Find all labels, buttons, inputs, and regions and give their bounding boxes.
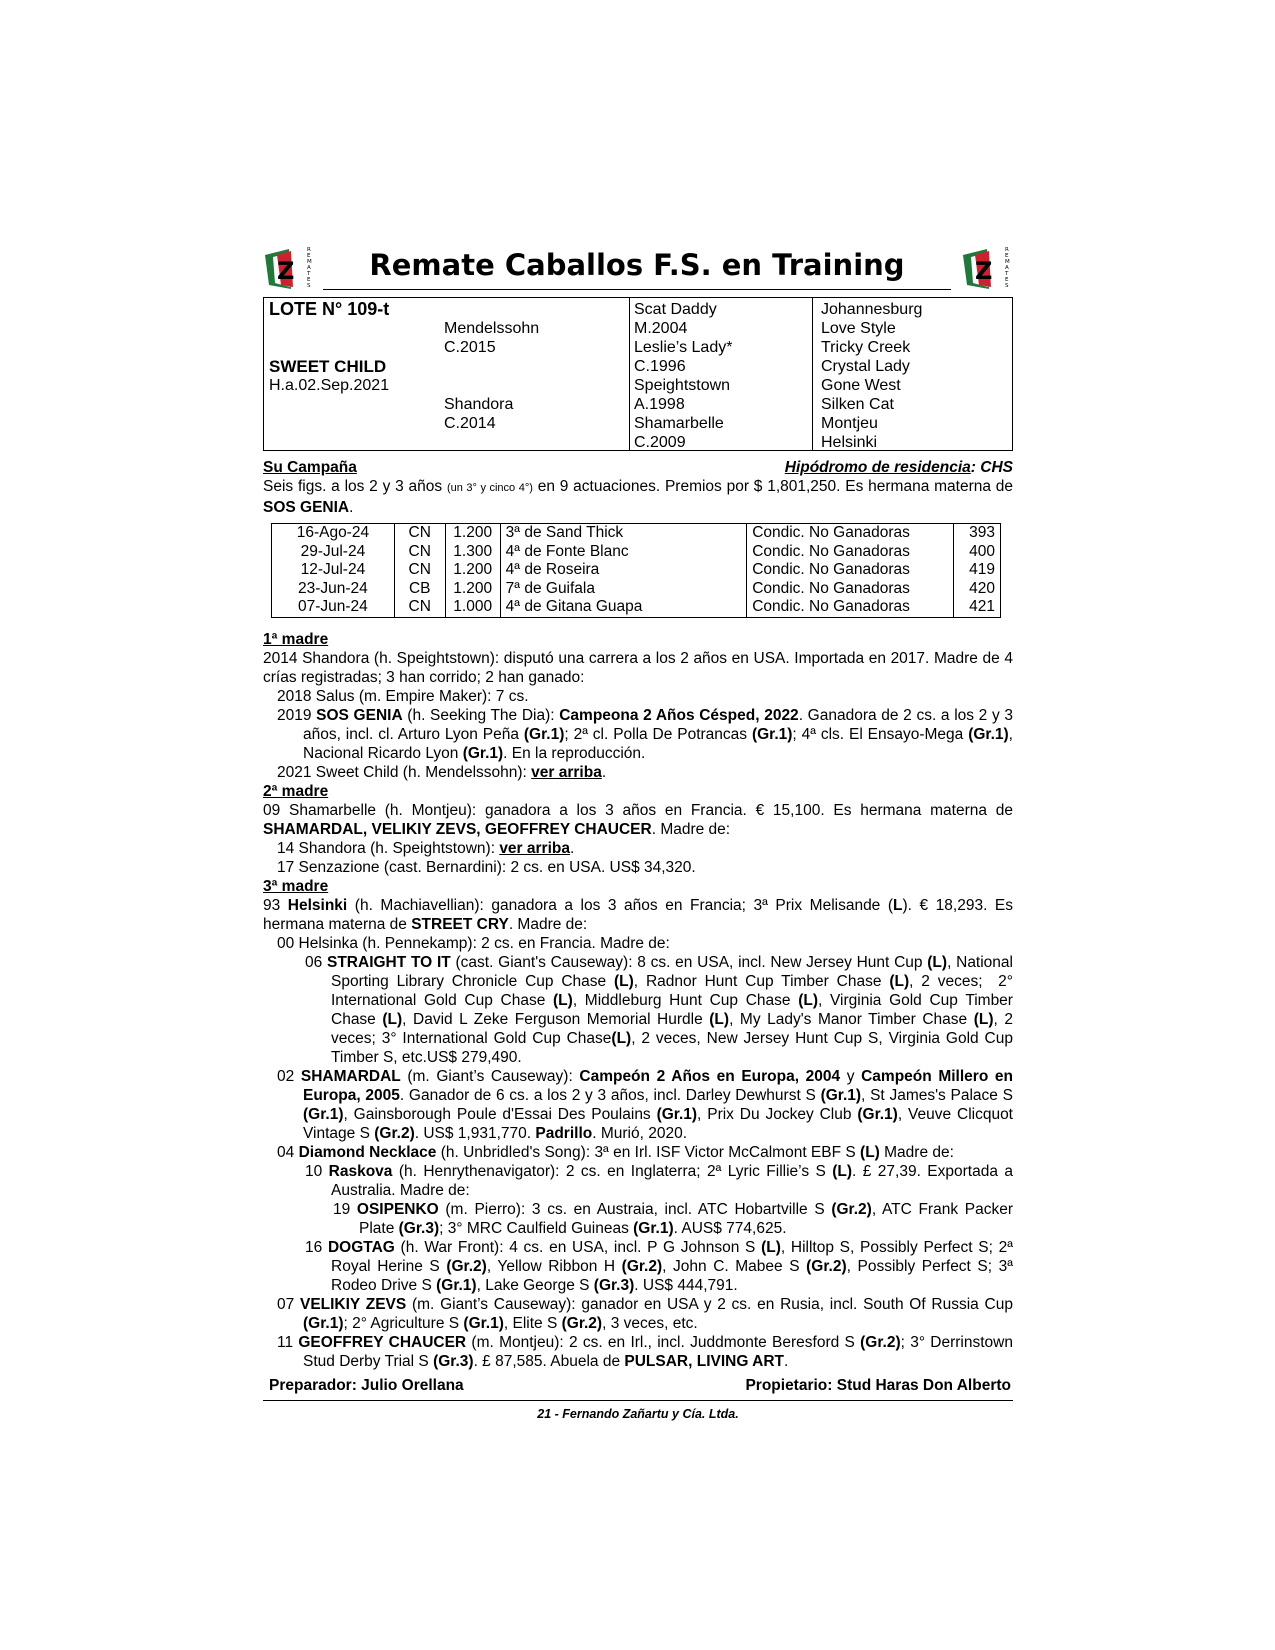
first-dam-section <box>263 630 1013 782</box>
second-dam-text-part: . Madre de: <box>651 820 731 838</box>
great-grandparent-item: Johannesburg <box>821 301 923 318</box>
race-track: CN <box>394 561 445 580</box>
race-condition: Condic. No Ganadoras <box>747 598 954 617</box>
produce-entry: 04 Diamond Necklace (h. Unbridled's Song): 3ª en Irl. ISF Victor McCalmont EBF S (L) Madre de: <box>277 1143 954 1161</box>
race-row <box>272 561 1001 580</box>
residence-value: : CHS <box>970 459 1013 476</box>
pedigree-grandparents-column <box>634 300 732 452</box>
dam-year: C.2014 <box>444 415 496 432</box>
svg-text:E: E <box>307 253 311 259</box>
produce-entry: 2019 SOS GENIA (h. Seeking The Dia): Campeona 2 Años Césped, 2022. Ganadora de 2 cs. a los 2 y 3 años, incl. cl. Arturo Lyon Peña (Gr.1); 2ª cl. Polla De Potrancas (Gr.1); 4ª cls. El Ensayo-Mega (Gr.1), Nacional Ricardo Lyon (Gr.1). En la reproducción. <box>277 706 1013 762</box>
trainer: Preparador: Julio Orellana <box>269 1376 464 1394</box>
race-track: CN <box>394 598 445 617</box>
svg-text:A: A <box>1005 265 1009 271</box>
svg-text:M: M <box>307 259 312 265</box>
page-footer: 21 - Fernando Zañartu y Cía. Ltda. <box>537 1406 739 1421</box>
race-condition: Condic. No Ganadoras <box>747 580 954 599</box>
pedigree-box <box>263 297 1013 451</box>
race-number: 419 <box>954 561 1001 580</box>
produce-entry: 17 Senzazione (cast. Bernardini): 2 cs. en USA. US$ 34,320. <box>277 858 696 876</box>
race-distance: 1.300 <box>445 543 500 562</box>
svg-text:S: S <box>307 283 311 289</box>
third-dam-section <box>263 877 1013 1371</box>
race-result: 3ª de Sand Thick <box>500 524 747 543</box>
lot-footer <box>263 1375 1013 1401</box>
second-dam-text <box>263 801 1013 839</box>
race-condition: Condic. No Ganadoras <box>747 524 954 543</box>
sire-year: C.2015 <box>444 339 496 356</box>
produce-entry: 16 DOGTAG (h. War Front): 4 cs. en USA, incl. P G Johnson S (L), Hilltop S, Possibly Perfect S; 2ª Royal Herine S (Gr.2), Yellow Ribbon H (Gr.2), John C. Mabee S (Gr.2), Possibly Perfect S; 3ª Rodeo Drive S (Gr.1), Lake George S (Gr.3). US$ 444,791. <box>305 1238 1013 1294</box>
page-title: Remate Caballos F.S. en Training <box>323 245 951 290</box>
lot-number: LOTE N° 109-t <box>269 299 390 319</box>
great-grandparent-item: Gone West <box>821 377 901 394</box>
great-grandparent-item: Crystal Lady <box>821 358 910 375</box>
great-grandparent-item: Montjeu <box>821 415 878 432</box>
race-track: CN <box>394 524 445 543</box>
pedigree-great-grandparents-column <box>821 300 922 452</box>
svg-text:A: A <box>307 265 311 271</box>
great-grandparent-item: Tricky Creek <box>821 339 911 356</box>
campaign-text: . <box>349 499 354 516</box>
grandparent-item: C.1996 <box>634 358 686 375</box>
race-result: 4ª de Roseira <box>500 561 747 580</box>
race-number: 421 <box>954 598 1001 617</box>
race-result: 4ª de Gitana Guapa <box>500 598 747 617</box>
great-grandparent-item: Silken Cat <box>821 396 894 413</box>
race-distance: 1.000 <box>445 598 500 617</box>
svg-text:S: S <box>1005 283 1009 289</box>
campaign-text: Seis figs. a los 2 y 3 años <box>263 478 447 495</box>
pedigree-divider <box>812 298 813 450</box>
produce-entry: 2021 Sweet Child (h. Mendelssohn): ver arriba. <box>277 763 607 781</box>
grandparent-item: Speightstown <box>634 377 731 394</box>
third-dam-heading: 3ª madre <box>263 877 329 895</box>
pedigree-horse-column <box>269 300 389 395</box>
race-track: CB <box>394 580 445 599</box>
produce-entry: 07 VELIKIY ZEVS (m. Giant’s Causeway): ganador en USA y 2 cs. en Rusia, incl. South Of Russia Cup (Gr.1); 2° Agriculture S (Gr.1), Elite S (Gr.2), 3 veces, etc. <box>277 1295 1013 1332</box>
svg-text:Z: Z <box>277 257 295 285</box>
campaign-summary <box>263 477 1013 517</box>
svg-text:E: E <box>1005 253 1009 259</box>
horse-info: H.a.02.Sep.2021 <box>269 377 390 394</box>
svg-text:Z: Z <box>975 257 993 285</box>
race-row <box>272 580 1001 599</box>
race-row <box>272 543 1001 562</box>
campaign-header <box>263 459 1013 477</box>
race-result: 4ª de Fonte Blanc <box>500 543 747 562</box>
grandparent-item: Shamarbelle <box>634 415 724 432</box>
produce-entry: 2018 Salus (m. Empire Maker): 7 cs. <box>277 687 529 705</box>
svg-text:M: M <box>1005 259 1010 265</box>
svg-text:T: T <box>307 271 311 277</box>
race-distance: 1.200 <box>445 561 500 580</box>
remates-logo-right <box>961 245 1013 291</box>
sire-name: Mendelssohn <box>444 320 540 337</box>
race-table <box>271 523 1001 618</box>
produce-entry: 14 Shandora (h. Speightstown): ver arriba. <box>277 839 575 857</box>
campaign-sibling: SOS GENIA <box>263 499 350 516</box>
race-date: 07-Jun-24 <box>272 598 395 617</box>
grandparent-item: Leslie’s Lady* <box>634 339 733 356</box>
svg-text:E: E <box>1005 277 1009 283</box>
grandparent-item: C.2009 <box>634 434 686 451</box>
race-track: CN <box>394 543 445 562</box>
pedigree-parents-column <box>444 300 539 433</box>
produce-entry: 10 Raskova (h. Henrythenavigator): 2 cs. en Inglaterra; 2ª Lyric Fillie’s S (L). £ 27,39. Exportada a Australia. Madre de: <box>305 1162 1013 1199</box>
great-grandparent-item: Helsinki <box>821 434 878 451</box>
race-date: 29-Jul-24 <box>272 543 395 562</box>
race-row <box>272 598 1001 617</box>
campaign-heading: Su Campaña <box>263 459 357 476</box>
race-date: 12-Jul-24 <box>272 561 395 580</box>
svg-text:T: T <box>1005 271 1009 277</box>
first-dam-heading: 1ª madre <box>263 630 329 648</box>
race-number: 400 <box>954 543 1001 562</box>
svg-text:R: R <box>1005 247 1009 253</box>
dam-name: Shandora <box>444 396 514 413</box>
residence <box>785 459 1013 477</box>
pedigree-divider <box>629 298 630 450</box>
race-distance: 1.200 <box>445 580 500 599</box>
race-date: 23-Jun-24 <box>272 580 395 599</box>
second-dam-siblings: SHAMARDAL, VELIKIY ZEVS, GEOFFREY CHAUCER <box>263 820 652 838</box>
produce-entry: 06 STRAIGHT TO IT (cast. Giant's Causeway): 8 cs. en USA, incl. New Jersey Hunt Cup (L), National Sporting Library Chronicle Cup Chase (L), Radnor Hunt Cup Timber Chase (L), 2 veces; 2° International Gold Cup Chase (L), Middleburg Hunt Cup Chase (L), Virginia Gold Cup Timber Chase (L), David L Zeke Ferguson Memorial Hurdle (L), My Lady's Manor Timber Chase (L), 2 veces; 3° International Gold Cup Chase(L), 2 veces, New Jersey Hunt Cup S, Virginia Gold Cup Timber S, etc.US$ 279,490. <box>305 953 1013 1066</box>
grandparent-item: A.1998 <box>634 396 685 413</box>
second-dam-text-part: 09 Shamarbelle (h. Montjeu): ganadora a los 3 años en Francia. € 15,100. Es hermana materna de <box>263 801 1013 819</box>
third-dam-text: 93 Helsinki (h. Machiavellian): ganadora a los 3 años en Francia; 3ª Prix Melisande (L). € 18,293. Es hermana materna de STREET CRY. Madre de: <box>263 896 1013 933</box>
grandparent-item: Scat Daddy <box>634 301 717 318</box>
produce-entry: 19 OSIPENKO (m. Pierro): 3 cs. en Austraia, incl. ATC Hobartville S (Gr.2), ATC Frank Packer Plate (Gr.3); 3° MRC Caulfield Guineas (Gr.1). AUS$ 774,625. <box>333 1200 1013 1237</box>
horse-name: SWEET CHILD <box>269 357 387 376</box>
produce-entry: 11 GEOFFREY CHAUCER (m. Montjeu): 2 cs. en Irl., incl. Juddmonte Beresford S (Gr.2); 3° Derrinstown Stud Derby Trial S (Gr.3). £ 87,585. Abuela de PULSAR, LIVING ART. <box>277 1333 1013 1370</box>
owner: Propietario: Stud Haras Don Alberto <box>745 1376 1011 1394</box>
race-row <box>272 524 1001 543</box>
residence-label: Hipódromo de residencia <box>784 459 971 476</box>
page-header <box>263 245 1013 295</box>
grandparent-item: M.2004 <box>634 320 688 337</box>
campaign-placings: (un 3° y cinco 4°) <box>446 482 533 494</box>
document-page <box>263 245 1013 1421</box>
second-dam-heading: 2ª madre <box>263 782 329 800</box>
remates-logo-left <box>263 245 315 291</box>
race-number: 420 <box>954 580 1001 599</box>
produce-entry: 00 Helsinka (h. Pennekamp): 2 cs. en Francia. Madre de: <box>277 934 670 952</box>
produce-entry: 02 SHAMARDAL (m. Giant’s Causeway): Campeón 2 Años en Europa, 2004 y Campeón Millero en Europa, 2005. Ganador de 6 cs. a los 2 y 3 años, incl. Darley Dewhurst S (Gr.1), St James's Palace S (Gr.1), Gainsborough Poule d'Essai Des Poulains (Gr.1), Prix Du Jockey Club (Gr.1), Veuve Clicquot Vintage S (Gr.2). US$ 1,931,770. Padrillo. Murió, 2020. <box>277 1067 1013 1142</box>
race-distance: 1.200 <box>445 524 500 543</box>
campaign-text: en 9 actuaciones. Premios por $ 1,801,250. Es hermana materna de <box>532 478 1013 495</box>
second-dam-section <box>263 782 1013 877</box>
race-number: 393 <box>954 524 1001 543</box>
svg-text:R: R <box>307 247 311 253</box>
svg-text:E: E <box>307 277 311 283</box>
first-dam-text: 2014 Shandora (h. Speightstown): disputó una carrera a los 2 años en USA. Importada en 2017. Madre de 4 crías registradas; 3 han corrido; 2 han ganado: <box>263 649 1013 686</box>
great-grandparent-item: Love Style <box>821 320 896 337</box>
race-result: 7ª de Guifala <box>500 580 747 599</box>
race-condition: Condic. No Ganadoras <box>747 561 954 580</box>
race-condition: Condic. No Ganadoras <box>747 543 954 562</box>
race-date: 16-Ago-24 <box>272 524 395 543</box>
